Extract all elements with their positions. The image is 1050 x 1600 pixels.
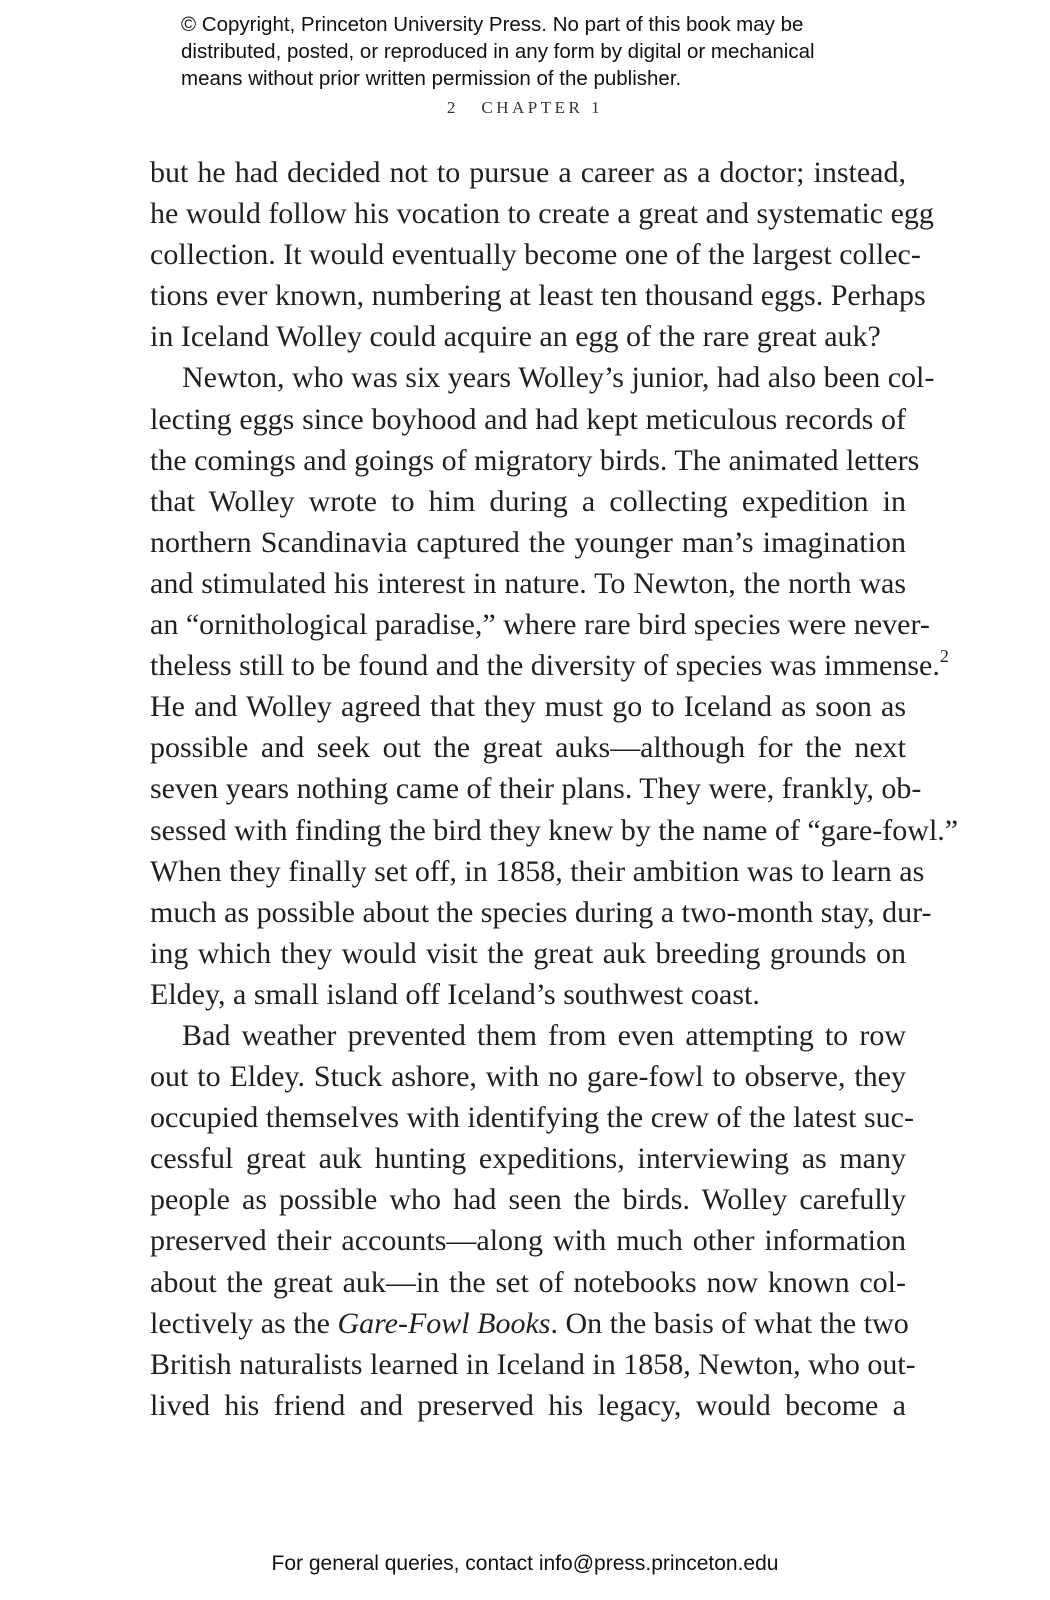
text-line: that Wolley wrote to him during a collecting expedition in [150,484,906,518]
page-number: 2 [446,98,456,117]
text-line [150,645,949,686]
text-line: sessed with finding the bird they knew by the name of “gare-fowl.” [150,813,959,847]
copyright-line: distributed, posted, or reproduced in any form by digital or mechanical [181,40,815,63]
text-line: Eldey, a small island off Iceland’s southwest coast. [150,977,760,1011]
text-line: about the great auk—in the set of notebooks now known col- [150,1265,906,1299]
copyright-line: © Copyright, Princeton University Press. No part of this book may be [181,13,804,36]
body-text [150,152,959,1426]
text-line: out to Eldey. Stuck ashore, with no gare-fowl to observe, they [150,1060,906,1094]
text-line: but he had decided not to pursue a career as a doctor; instead, [150,156,906,189]
copyright-notice [181,11,941,92]
copyright-line: means without prior written permission of the publisher. [181,67,682,90]
book-title: Gare-Fowl Books [337,1306,551,1340]
text-line: Bad weather prevented them from even attempting to row [182,1018,906,1052]
text-line: British naturalists learned in Iceland in 1858, Newton, who out- [150,1347,916,1381]
text-line: much as possible about the species during a two-month stay, dur- [150,895,932,929]
text-line: Newton, who was six years Wolley’s junior, had also been col- [182,361,935,395]
text-line-content: . On the basis of what the two [550,1306,909,1340]
text-line: in Iceland Wolley could acquire an egg of the rare great auk? [150,320,881,354]
text-line: people as possible who had seen the birds. Wolley carefully [150,1183,906,1217]
text-line: When they finally set off, in 1858, their ambition was to learn as [150,854,925,888]
text-line: tions ever known, numbering at least ten thousand eggs. Perhaps [150,279,926,313]
text-line: occupied themselves with identifying the crew of the latest suc- [150,1101,914,1135]
chapter-label: CHAPTER 1 [481,98,604,117]
text-line: lecting eggs since boyhood and had kept meticulous records of [150,402,906,436]
text-line: an “ornithological paradise,” where rare bird species were never- [150,608,930,642]
footer-contact: For general queries, contact info@press.princeton.edu [271,1552,779,1575]
text-line: possible and seek out the great auks—although for the next [150,731,906,765]
text-line: He and Wolley agreed that they must go to Iceland as soon as [150,690,906,724]
text-line-content: theless still to be found and the diversity of species was immense. [150,649,940,683]
text-line: cessful great auk hunting expeditions, interviewing as many [150,1142,906,1176]
text-line: seven years nothing came of their plans. They were, frankly, ob- [150,772,922,806]
text-line: collection. It would eventually become one of the largest collec- [150,238,921,272]
text-line: northern Scandinavia captured the younger man’s imagination [150,525,906,559]
footnote-marker: 2 [939,646,949,667]
text-line: and stimulated his interest in nature. To Newton, the north was [150,566,906,600]
text-line: he would follow his vocation to create a great and systematic egg [150,197,934,231]
text-line: lived his friend and preserved his legacy, would become a [150,1388,906,1422]
text-line: ing which they would visit the great auk breeding grounds on [150,936,906,970]
text-line-content: lectively as the [150,1306,338,1340]
text-line: preserved their accounts—along with much other information [150,1224,906,1258]
running-head [0,98,1050,118]
text-line [150,1303,909,1344]
text-line: the comings and goings of migratory birds. The animated letters [150,443,920,477]
